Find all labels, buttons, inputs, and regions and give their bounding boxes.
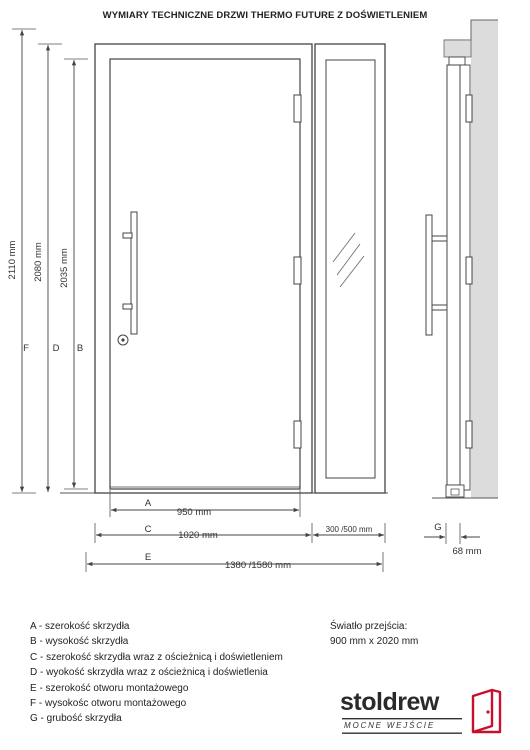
glass-reflection <box>340 256 364 287</box>
legend <box>30 619 283 727</box>
lock-keyhole <box>121 338 124 341</box>
sidelight-glass <box>326 60 375 478</box>
side-threshold-inner <box>451 489 459 495</box>
dim-b-value: 2035 mm <box>59 248 70 288</box>
brand-logo <box>340 686 505 736</box>
legend-item-g: G - grubość skrzydła <box>30 713 122 725</box>
glass-reflection <box>333 233 355 262</box>
side-hinge <box>466 95 472 122</box>
side-leaf <box>447 65 460 485</box>
dim-g-value: 68 mm <box>452 546 482 557</box>
dim-d-value: 2080 mm <box>33 242 44 282</box>
dim-c-letter: C <box>144 524 152 535</box>
clear-opening-label: Światło przejścia: <box>330 621 408 632</box>
brand-tagline: MOCNE WEJŚCIE <box>344 721 435 730</box>
hinge <box>294 421 301 448</box>
hinge <box>294 257 301 284</box>
brand-name: stoldrew <box>340 688 439 716</box>
dim-f-letter: F <box>23 343 29 354</box>
door-frame <box>95 44 312 493</box>
glass-reflection <box>337 244 360 275</box>
drawing-title: WYMIARY TECHNICZNE DRZWI THERMO FUTURE Z DOŚWIETLENIEM <box>102 10 428 21</box>
side-handle-mount <box>432 236 447 241</box>
handle-bar <box>131 212 137 334</box>
legend-item-a: A - szerokość skrzydła <box>30 621 130 632</box>
door-leaf <box>110 59 300 489</box>
wall-section <box>471 20 498 498</box>
lintel <box>444 40 471 57</box>
dim-c-value: 1020 mm <box>178 530 218 541</box>
clear-opening <box>330 619 418 650</box>
side-handle-plate <box>426 215 432 335</box>
legend-item-e: E - szerokość otworu montażowego <box>30 682 189 694</box>
side-handle-mount <box>432 305 447 310</box>
legend-item-d: D - wyokość skrzydła wraz z ościeżnicą i doświetlenia <box>30 667 268 679</box>
door-logo-icon <box>470 688 502 734</box>
dim-d-letter: D <box>52 343 60 354</box>
clear-opening-value: 900 mm x 2020 mm <box>330 636 419 648</box>
legend-item-f: F - wysokośc otworu montażowego <box>30 698 187 710</box>
handle-mount <box>123 233 132 238</box>
dim-g-letter: G <box>434 522 442 533</box>
dim-e-value: 1380 /1580 mm <box>224 560 292 571</box>
dim-e-letter: E <box>144 552 152 563</box>
legend-item-c: C - szerokość skrzydła wraz z ościeżnicą i doświetleniem <box>30 651 283 663</box>
dim-f-value: 2110 mm <box>7 240 18 280</box>
legend-item-b: B - wysokość skrzydła <box>30 636 129 648</box>
side-hinge <box>466 257 472 284</box>
dim-a-letter: A <box>144 498 152 509</box>
side-frame-top <box>449 57 465 65</box>
dim-b-letter: B <box>76 343 84 354</box>
side-hinge <box>466 421 472 448</box>
dim-a-value: 950 mm <box>176 507 212 518</box>
hinge <box>294 95 301 122</box>
handle-mount <box>123 304 132 309</box>
dim-sidelight-value: 300 /500 mm <box>325 525 373 534</box>
